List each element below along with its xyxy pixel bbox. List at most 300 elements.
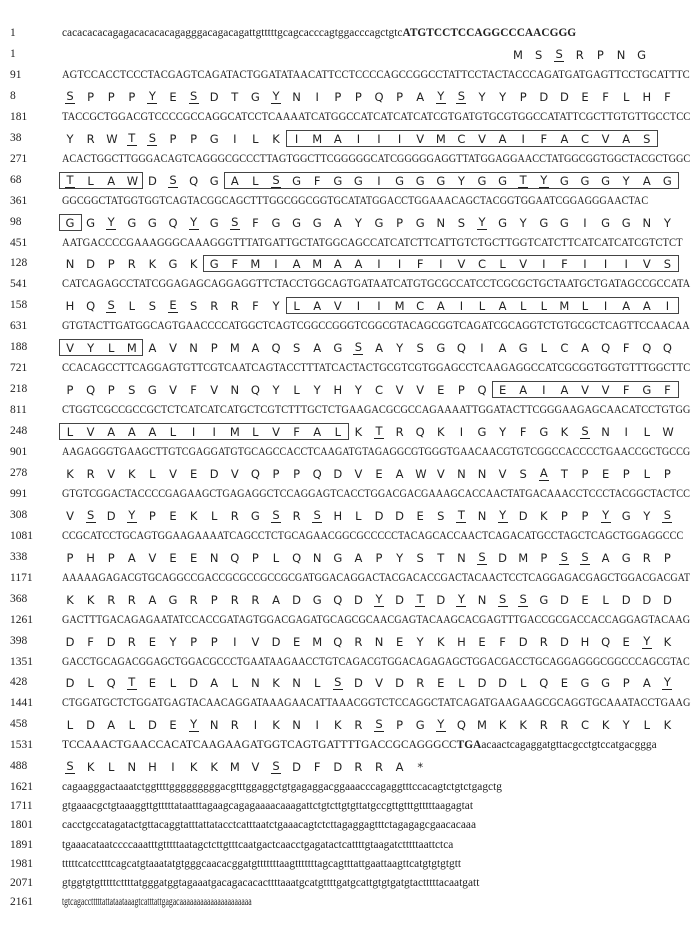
residue: K xyxy=(601,718,610,733)
residue: C xyxy=(580,718,590,733)
position-number: 398 xyxy=(10,634,28,647)
residue: S xyxy=(478,549,486,564)
residue: K xyxy=(663,634,672,649)
residue: P xyxy=(396,718,404,733)
residue: G xyxy=(559,173,569,188)
sequence-text: cacacacacagagacacacacagagggacagacagattgtttttgcagcacccagtggacccagctgtcATGTCCTCCAGGCCCAACGGG xyxy=(62,27,577,39)
protein-row xyxy=(0,296,700,316)
residue: P xyxy=(128,89,136,104)
sequence-text: gtgaaacgctgtaaaggttgtttttataatttagaagcagagaaaacaaagattctgtcttgtgttatgccgttgtttgtttttaagagtat xyxy=(62,800,474,813)
residue: G xyxy=(477,173,487,188)
residue: I xyxy=(233,131,237,146)
residue: Q xyxy=(230,550,240,565)
utr-row xyxy=(0,816,700,836)
residue: M xyxy=(312,257,323,272)
residue: D xyxy=(559,592,569,607)
residue: R xyxy=(230,718,239,733)
residue: Y xyxy=(457,591,465,606)
residue: M xyxy=(229,760,240,775)
protein-row xyxy=(0,506,700,526)
residue-track xyxy=(62,633,692,651)
residue: F xyxy=(231,257,239,272)
residue: P xyxy=(396,89,404,104)
residue: Y xyxy=(478,89,486,104)
residue: N xyxy=(601,425,610,439)
residue: K xyxy=(86,592,95,607)
residue: L xyxy=(293,383,300,398)
residue: E xyxy=(148,634,157,649)
residue: I xyxy=(253,718,258,733)
position-number: 2071 xyxy=(10,876,33,889)
residue: R xyxy=(575,47,584,62)
residue: A xyxy=(560,131,569,146)
residue: R xyxy=(292,508,301,523)
residue: A xyxy=(498,299,507,314)
residue: L xyxy=(87,676,94,691)
residue: S xyxy=(643,131,651,146)
residue: Y xyxy=(499,89,507,104)
position-number: 458 xyxy=(10,718,28,731)
residue-track xyxy=(62,46,692,64)
residue: L xyxy=(478,299,486,314)
residue: V xyxy=(230,466,239,481)
residue: K xyxy=(498,718,507,733)
residue: S xyxy=(457,215,466,230)
residue: Q xyxy=(456,341,466,356)
residue: Q xyxy=(250,466,260,481)
residue: G xyxy=(477,425,487,439)
residue: I xyxy=(191,425,196,439)
residue: R xyxy=(127,257,136,272)
residue: H xyxy=(457,634,466,649)
residue: D xyxy=(498,676,508,691)
position-number: 451 xyxy=(10,236,28,249)
position-number: 8 xyxy=(10,89,16,102)
residue: P xyxy=(354,89,362,104)
residue: G xyxy=(333,550,343,565)
residue: Y xyxy=(169,634,177,649)
protein-row xyxy=(0,632,700,652)
nucleotide-row xyxy=(0,359,700,379)
sequence-text: cagaagggactaaatctggttttgggggggggacgtttggaggctgtgagaggacggaaacccagaggtttccacagtctgtctgagctg xyxy=(62,781,502,794)
residue: F xyxy=(252,215,259,230)
position-number: 1531 xyxy=(10,739,33,752)
residue: I xyxy=(315,89,319,104)
residue: S xyxy=(231,214,239,229)
residue: E xyxy=(601,466,610,481)
residue: L xyxy=(66,718,74,733)
residue: S xyxy=(313,507,321,522)
residue: M xyxy=(229,425,240,439)
residue: G xyxy=(250,89,260,104)
position-number: 1171 xyxy=(10,571,33,584)
residue: Y xyxy=(457,173,465,188)
residue: F xyxy=(499,634,506,649)
residue: G xyxy=(395,173,405,188)
residue: V xyxy=(436,466,445,481)
residue: L xyxy=(66,425,74,439)
residue: L xyxy=(581,299,589,314)
residue: P xyxy=(66,383,74,398)
residue: K xyxy=(210,760,218,775)
residue: K xyxy=(128,466,136,481)
position-number: 308 xyxy=(10,508,28,521)
residue: L xyxy=(458,676,465,691)
residue: R xyxy=(354,760,363,775)
residue: W xyxy=(415,466,427,481)
residue: A xyxy=(539,465,548,480)
residue: Y xyxy=(128,507,136,522)
residue: I xyxy=(233,634,237,649)
residue-track xyxy=(62,130,692,148)
residue: A xyxy=(107,425,116,439)
residue: F xyxy=(519,425,527,439)
residue: N xyxy=(292,89,301,104)
residue: G xyxy=(65,215,75,230)
residue: D xyxy=(662,592,672,607)
residue: C xyxy=(560,341,569,356)
residue-track xyxy=(62,172,692,190)
residue: I xyxy=(583,257,587,272)
residue: V xyxy=(251,760,260,775)
residue: V xyxy=(416,131,425,146)
residue: E xyxy=(416,508,424,523)
residue: A xyxy=(642,299,651,314)
residue: N xyxy=(477,508,487,523)
residue: S xyxy=(663,507,672,522)
nucleotide-row xyxy=(0,192,700,212)
position-number: 181 xyxy=(10,110,28,123)
residue: R xyxy=(354,634,363,649)
residue: G xyxy=(127,215,137,230)
residue: A xyxy=(251,341,260,356)
residue: I xyxy=(171,760,175,775)
residue: D xyxy=(621,592,631,607)
sequence-text: GTGTACTTGATGGCAGTGAACCCCATGGCTCAGTCGGCCGGGTCGGCGTACAGCGGTCAGATCGCAGGTCTGTGCGCTCAGTTCCAACAA xyxy=(62,320,690,333)
residue: V xyxy=(416,383,425,398)
residue: Q xyxy=(601,341,611,356)
residue: A xyxy=(210,676,219,691)
residue: Q xyxy=(250,383,260,398)
residue: N xyxy=(477,592,487,607)
residue: R xyxy=(375,760,383,775)
residue: I xyxy=(583,215,587,230)
residue: S xyxy=(66,759,74,774)
residue: G xyxy=(415,718,425,733)
residue: P xyxy=(293,466,301,481)
residue: T xyxy=(457,507,465,522)
residue: K xyxy=(272,131,280,146)
position-number: 98 xyxy=(10,215,22,228)
residue: G xyxy=(86,215,96,230)
residue: L xyxy=(107,760,115,775)
residue: R xyxy=(210,299,219,314)
residue: G xyxy=(312,215,322,230)
residue: N xyxy=(65,257,75,272)
residue: R xyxy=(107,592,116,607)
residue: T xyxy=(416,591,424,606)
nucleotide-row xyxy=(0,611,700,631)
residue: L xyxy=(149,466,156,481)
residue: G xyxy=(539,592,549,607)
residue: A xyxy=(127,550,136,565)
residue: * xyxy=(417,760,424,775)
residue: S xyxy=(66,88,74,103)
position-number: 1801 xyxy=(10,819,33,832)
residue: I xyxy=(356,299,361,314)
residue: Y xyxy=(190,717,198,732)
residue: K xyxy=(189,760,198,775)
residue: P xyxy=(581,508,589,523)
residue: Q xyxy=(333,592,343,607)
residue: G xyxy=(147,383,157,398)
sequence-text: AATGACCCCGAAAGGGCAAAGGGTTTATGATTGCTATGGCAGCCATCATCTTCATTGTCTGCTTGGTCATCTTCATCATCATCGTCTCT xyxy=(62,236,683,249)
residue: P xyxy=(596,47,604,62)
residue: G xyxy=(436,341,446,356)
residue: T xyxy=(437,550,445,565)
sequence-text: gtggtgtgtttttcttttatgggatggtagaaatgacagacacacttttaaatgcatgttttgatgcattgtgtgatgtactttttacaatgatt xyxy=(62,876,480,889)
residue: I xyxy=(480,341,484,356)
residue: E xyxy=(292,634,301,649)
residue: P xyxy=(107,383,115,398)
residue: K xyxy=(334,718,342,733)
residue: R xyxy=(416,676,425,691)
residue: W xyxy=(126,173,139,188)
residue: D xyxy=(395,592,405,607)
residue: S xyxy=(437,508,445,523)
residue: Q xyxy=(86,299,96,314)
sequence-text: GTGTCGGACTACCCCGAGAAGCTGAGAGGCTCCAGGAGTCACCTGGACGACGAAAGCACCAACTATGACAAACCTCCCTACGGCTACTCC xyxy=(62,487,690,500)
residue: G xyxy=(559,215,569,230)
sequence-text: cacctgccatagatactgttacaggtatttattatacctcatttaatctgaaacagtctcttagaggagtttctagagagcgaacacaaa xyxy=(62,819,477,832)
residue: L xyxy=(107,341,115,356)
sequence-text: GACTTTGACAGAGAATATCCACCGATAGTGGACGAGATGCAGCGCAACGAGTACAAGCACGAGTTTGACCGCGACCACCAGGAGTACAAG xyxy=(62,613,691,626)
residue: W xyxy=(106,131,118,146)
residue: R xyxy=(642,550,651,565)
residue: G xyxy=(580,173,590,188)
residue-track xyxy=(62,214,692,232)
residue: E xyxy=(169,298,177,313)
residue: M xyxy=(518,550,529,565)
residue: D xyxy=(498,550,508,565)
residue: Q xyxy=(86,383,96,398)
residue: S xyxy=(189,299,198,314)
residue: D xyxy=(353,592,363,607)
residue: Y xyxy=(540,172,548,187)
residue: S xyxy=(519,591,527,606)
residue: K xyxy=(189,508,198,523)
residue: L xyxy=(169,676,177,691)
residue: H xyxy=(148,760,157,775)
residue: E xyxy=(169,718,177,733)
residue: E xyxy=(581,89,589,104)
residue: G xyxy=(353,173,363,188)
position-number: 1711 xyxy=(10,800,33,813)
position-number: 248 xyxy=(10,425,28,437)
residue: D xyxy=(333,466,343,481)
residue: L xyxy=(540,341,547,356)
residue: I xyxy=(459,299,464,314)
residue: L xyxy=(355,508,362,523)
residue: G xyxy=(518,341,528,356)
residue: M xyxy=(126,341,137,356)
residue: V xyxy=(457,257,466,272)
residue: V xyxy=(333,299,342,314)
residue: L xyxy=(128,718,135,733)
residue: K xyxy=(148,257,157,272)
residue: D xyxy=(395,508,405,523)
utr-row xyxy=(0,797,700,817)
residue-track xyxy=(62,507,692,525)
residue: P xyxy=(519,89,527,104)
nucleotide-row xyxy=(0,653,700,673)
residue: K xyxy=(540,508,548,523)
residue-track xyxy=(62,549,692,567)
protein-row xyxy=(0,87,700,107)
residue: L xyxy=(622,89,630,104)
residue: I xyxy=(377,173,381,188)
residue: K xyxy=(437,425,445,439)
nucleotide-row xyxy=(0,485,700,505)
residue: Y xyxy=(107,214,115,229)
residue: N xyxy=(457,550,466,565)
residue: L xyxy=(519,299,527,314)
residue: E xyxy=(169,89,177,104)
residue: S xyxy=(457,88,466,103)
residue: A xyxy=(395,466,404,481)
residue: G xyxy=(250,508,260,523)
residue: P xyxy=(190,634,198,649)
position-number: 1 xyxy=(10,47,16,60)
residue: P xyxy=(375,550,383,565)
residue: N xyxy=(312,550,322,565)
nucleotide-row xyxy=(0,694,700,714)
residue: E xyxy=(189,550,198,565)
residue: S xyxy=(86,507,95,522)
protein-row xyxy=(0,548,700,568)
residue: S xyxy=(354,340,363,355)
protein-row xyxy=(0,254,700,274)
residue: F xyxy=(540,131,548,146)
residue: Q xyxy=(601,634,611,649)
residue: H xyxy=(333,383,343,398)
residue: Y xyxy=(396,550,404,565)
residue: F xyxy=(622,341,630,356)
residue: I xyxy=(603,257,608,272)
residue: E xyxy=(478,634,486,649)
residue-track xyxy=(62,381,692,399)
residue: N xyxy=(292,718,301,733)
residue: P xyxy=(663,466,671,481)
position-number: 38 xyxy=(10,131,22,144)
sequence-text: CATCAGAGCCTATCGGAGAGCAGGAGGTTCTACCTGGCAGTGATAATCATGTGCGCCATCCTCGCGCTGCTAATGCTGATAGCCGCCATA xyxy=(62,278,691,291)
residue: P xyxy=(107,257,115,272)
residue: V xyxy=(581,383,589,398)
residue: F xyxy=(416,257,424,272)
residue: R xyxy=(86,131,95,146)
residue: P xyxy=(457,383,465,398)
residue: Y xyxy=(148,88,156,103)
residue: F xyxy=(190,383,197,398)
residue: A xyxy=(148,341,157,356)
residue: Y xyxy=(272,88,280,103)
residue: A xyxy=(436,299,445,314)
protein-row xyxy=(0,757,700,777)
sequence-text: ACACTGGCTTGGGACAGTCAGGGCGCCCTTAGTGGCTTCGGGGGCATCGGGGGAGGTTATGGAGGAACCTATGGCGGTGGCTACGCTGGC xyxy=(62,152,691,165)
residue: F xyxy=(87,634,94,649)
residue: Q xyxy=(168,215,178,230)
residue: T xyxy=(231,89,239,104)
residue: F xyxy=(664,89,671,104)
residue: F xyxy=(293,425,300,439)
residue: L xyxy=(499,257,506,272)
residue: P xyxy=(169,131,177,146)
residue: G xyxy=(539,215,549,230)
position-number: 1081 xyxy=(10,529,33,542)
residue: Y xyxy=(499,507,507,522)
residue: Y xyxy=(602,507,610,522)
residue: Y xyxy=(87,341,95,356)
residue: A xyxy=(148,592,157,607)
residue: I xyxy=(542,383,546,398)
residue: D xyxy=(65,634,75,649)
codon-bold: ATGTCCTCCAGGCCCAACGGG xyxy=(402,27,577,39)
residue: E xyxy=(581,592,589,607)
residue: E xyxy=(169,550,177,565)
residue: S xyxy=(519,466,527,481)
residue: Q xyxy=(312,466,322,481)
residue: V xyxy=(395,383,404,398)
residue: I xyxy=(624,257,628,272)
transmembrane-box xyxy=(59,423,349,440)
nucleotide-row xyxy=(0,401,700,421)
residue: Y xyxy=(66,131,74,146)
position-number: 188 xyxy=(10,341,28,354)
residue: G xyxy=(374,215,384,230)
residue: M xyxy=(394,299,405,314)
position-number: 541 xyxy=(10,278,28,291)
nucleotide-row xyxy=(0,234,700,254)
residue: F xyxy=(622,383,630,398)
residue: D xyxy=(147,718,157,733)
residue: T xyxy=(128,130,136,145)
position-number: 1891 xyxy=(10,838,33,851)
protein-row xyxy=(0,673,700,693)
residue: N xyxy=(230,383,240,398)
residue: V xyxy=(66,508,74,523)
residue: P xyxy=(334,89,342,104)
residue: A xyxy=(498,131,507,146)
residue: T xyxy=(128,675,136,690)
residue: H xyxy=(86,550,95,565)
residue: S xyxy=(334,675,342,690)
position-number: 1621 xyxy=(10,781,33,794)
residue: S xyxy=(581,549,589,564)
residue: I xyxy=(294,131,299,146)
residue: T xyxy=(560,466,568,481)
residue: I xyxy=(665,299,670,314)
position-number: 128 xyxy=(10,257,28,270)
residue: T xyxy=(375,424,383,438)
residue: Q xyxy=(539,676,549,691)
residue: D xyxy=(559,634,569,649)
residue: Y xyxy=(643,633,651,648)
residue: V xyxy=(210,383,219,398)
residue: A xyxy=(416,89,425,104)
residue: A xyxy=(313,341,322,356)
residue: R xyxy=(127,634,136,649)
nucleotide-row xyxy=(0,275,700,295)
